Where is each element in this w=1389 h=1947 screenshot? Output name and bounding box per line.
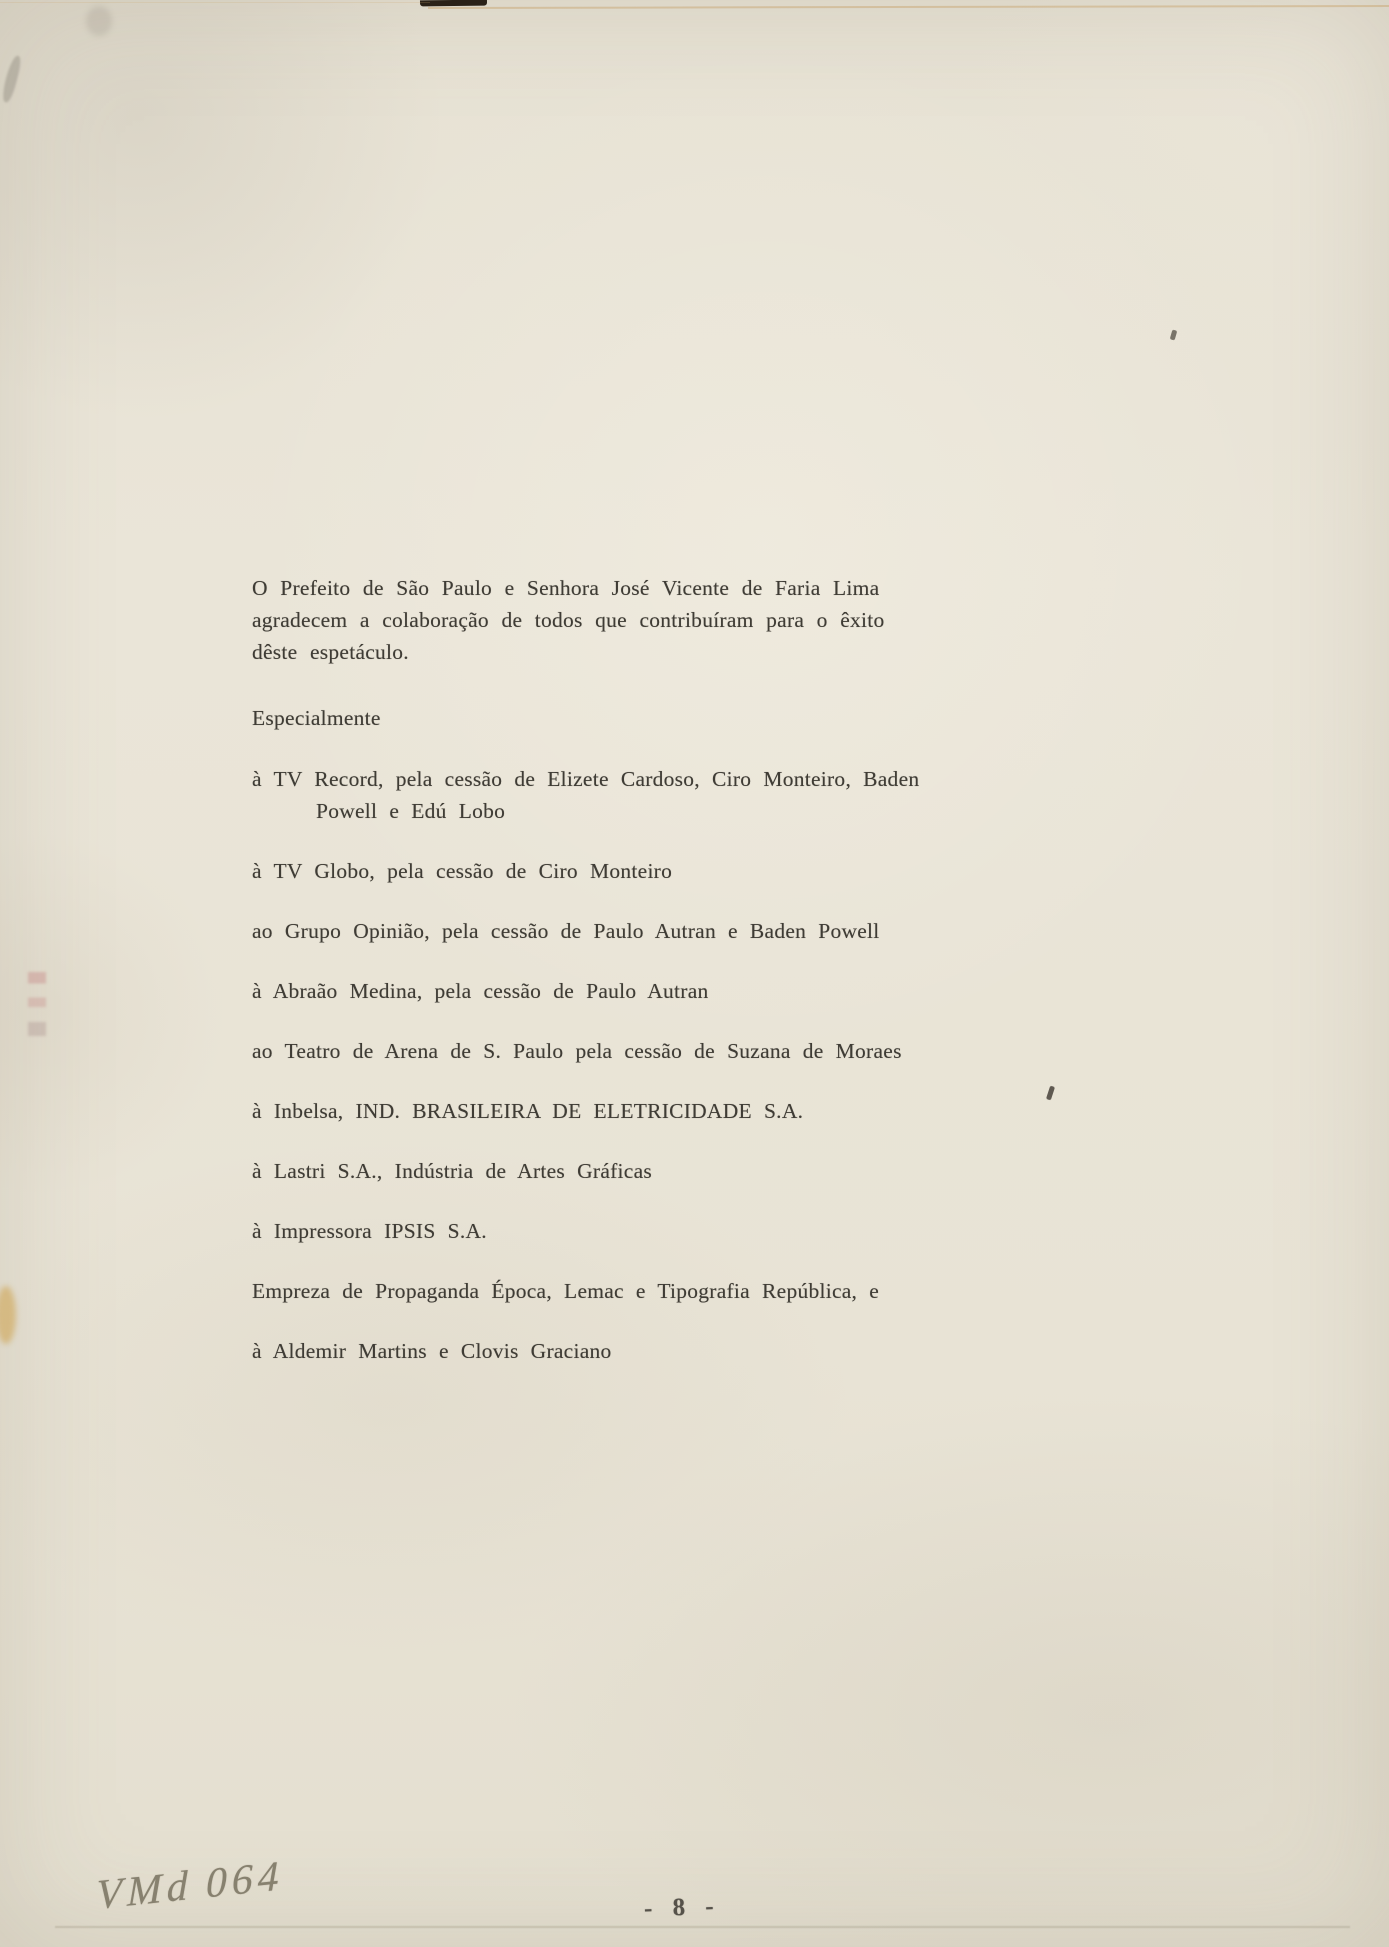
- bottom-crease-line: [55, 1926, 1350, 1928]
- credit-item: [252, 1275, 1012, 1307]
- left-edge-smudge: [0, 54, 22, 103]
- paragraph-line: agradecem a colaboração de todos que contribuíram para o êxito: [252, 608, 885, 632]
- credit-line: à Inbelsa, IND. BRASILEIRA DE ELETRICIDADE S.A.: [252, 1099, 804, 1123]
- ink-speck: [1170, 330, 1178, 341]
- paragraph-line: dêste espetáculo.: [252, 640, 409, 664]
- handwritten-archive-code: VMd 064: [96, 1853, 284, 1919]
- credit-item: [252, 1035, 1012, 1067]
- left-edge-pink-marks: [28, 972, 46, 1036]
- left-edge-stain: [0, 1286, 16, 1344]
- paper-top-edge-line: [428, 5, 1389, 9]
- credit-line: ao Grupo Opinião, pela cessão de Paulo Autran e Baden Powell: [252, 919, 880, 943]
- acknowledgments-text-block: [252, 572, 1012, 1395]
- credit-item: [252, 1215, 1012, 1247]
- credit-line: à Lastri S.A., Indústria de Artes Gráficas: [252, 1159, 653, 1183]
- stray-print-mark: [1046, 1086, 1055, 1101]
- intro-paragraph: [252, 572, 1012, 668]
- credit-line: Powell e Edú Lobo: [316, 799, 506, 823]
- scanner-edge-mark: [420, 0, 487, 6]
- credit-line: à Abraão Medina, pela cessão de Paulo Autran: [252, 979, 709, 1003]
- credit-line: à Aldemir Martins e Clovis Graciano: [252, 1339, 612, 1363]
- corner-smudge: [86, 6, 112, 36]
- paragraph-line: O Prefeito de São Paulo e Senhora José Vicente de Faria Lima: [252, 576, 880, 600]
- page-number: - 8 -: [643, 1892, 722, 1923]
- paper-top-edge-line-left: [0, 2, 430, 3]
- credit-item: [252, 915, 1012, 947]
- credit-item: [252, 855, 1012, 887]
- credit-item: [252, 1335, 1012, 1367]
- credit-line: à TV Globo, pela cessão de Ciro Monteiro: [252, 859, 673, 883]
- credit-line: à Impressora IPSIS S.A.: [252, 1219, 487, 1243]
- credit-item: [252, 763, 1012, 827]
- credit-line: Empreza de Propaganda Época, Lemac e Tipografia República, e: [252, 1279, 880, 1303]
- credit-item: [252, 1155, 1012, 1187]
- credit-item: [252, 975, 1012, 1007]
- credit-item: [252, 1095, 1012, 1127]
- credits-list: [252, 763, 1012, 1367]
- subheading: Especialmente: [252, 706, 381, 730]
- credit-line: à TV Record, pela cessão de Elizete Cardoso, Ciro Monteiro, Baden: [252, 767, 920, 791]
- credit-line: ao Teatro de Arena de S. Paulo pela cessão de Suzana de Moraes: [252, 1039, 902, 1063]
